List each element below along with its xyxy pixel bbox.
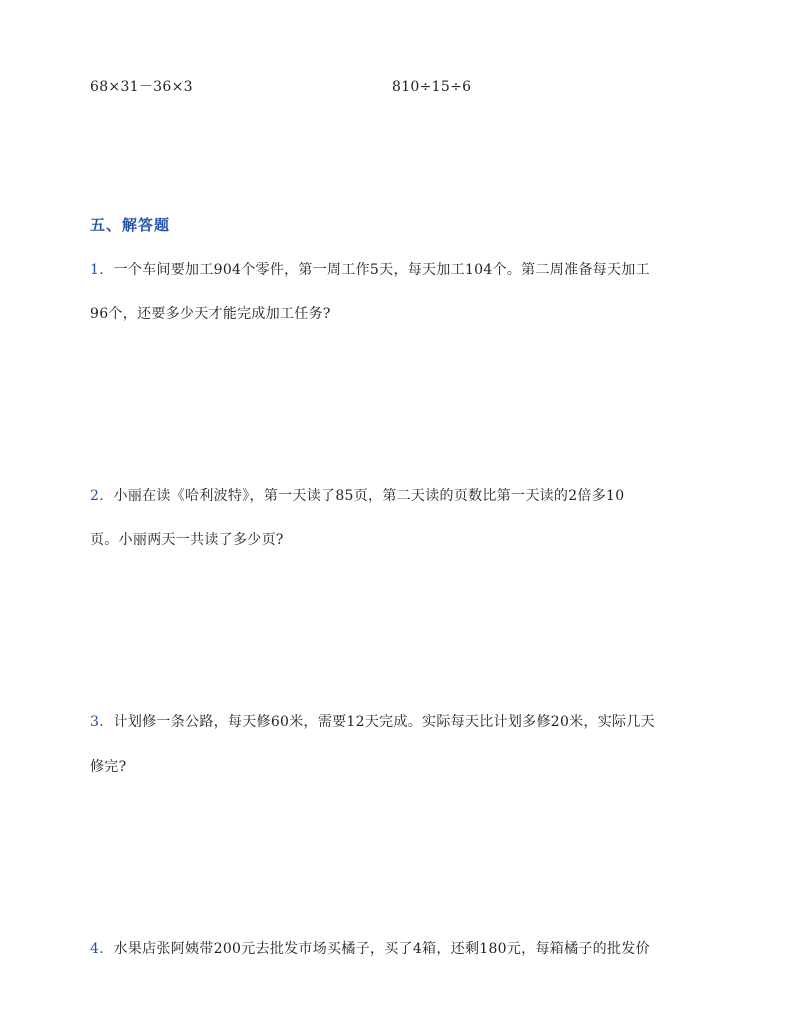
- question-1-text: 一个车间要加工904个零件，第一周工作5天，每天加工104个。第二周准备每天加工: [113, 262, 650, 278]
- question-3-line-2: 修完?: [90, 759, 127, 775]
- question-2-line-1: [90, 487, 624, 505]
- question-4-number: 4．: [90, 941, 114, 957]
- calculation-right: 810÷15÷6: [392, 79, 472, 95]
- question-3-line-1: [90, 713, 655, 731]
- question-4-text: 水果店张阿姨带200元去批发市场买橘子，买了4箱，还剩180元，每箱橘子的批发价: [113, 941, 650, 957]
- calculation-left: 68×31－36×3: [90, 79, 193, 95]
- question-4-line-1: [90, 940, 650, 958]
- question-3-text: 计划修一条公路，每天修60米，需要12天完成。实际每天比计划多修20米，实际几天: [113, 714, 655, 730]
- question-1-number: 1．: [90, 262, 114, 278]
- question-2-line-2: 页。小丽两天一共读了多少页?: [90, 532, 284, 548]
- question-1-line-2: 96个，还要多少天才能完成加工任务?: [90, 306, 331, 322]
- question-1-line-1: [90, 261, 650, 279]
- question-2-text: 小丽在读《哈利波特》，第一天读了85页，第二天读的页数比第一天读的2倍多10: [113, 488, 625, 504]
- section-title: 五、解答题: [90, 216, 171, 234]
- question-3-number: 3．: [90, 714, 114, 730]
- question-2-number: 2．: [90, 488, 114, 504]
